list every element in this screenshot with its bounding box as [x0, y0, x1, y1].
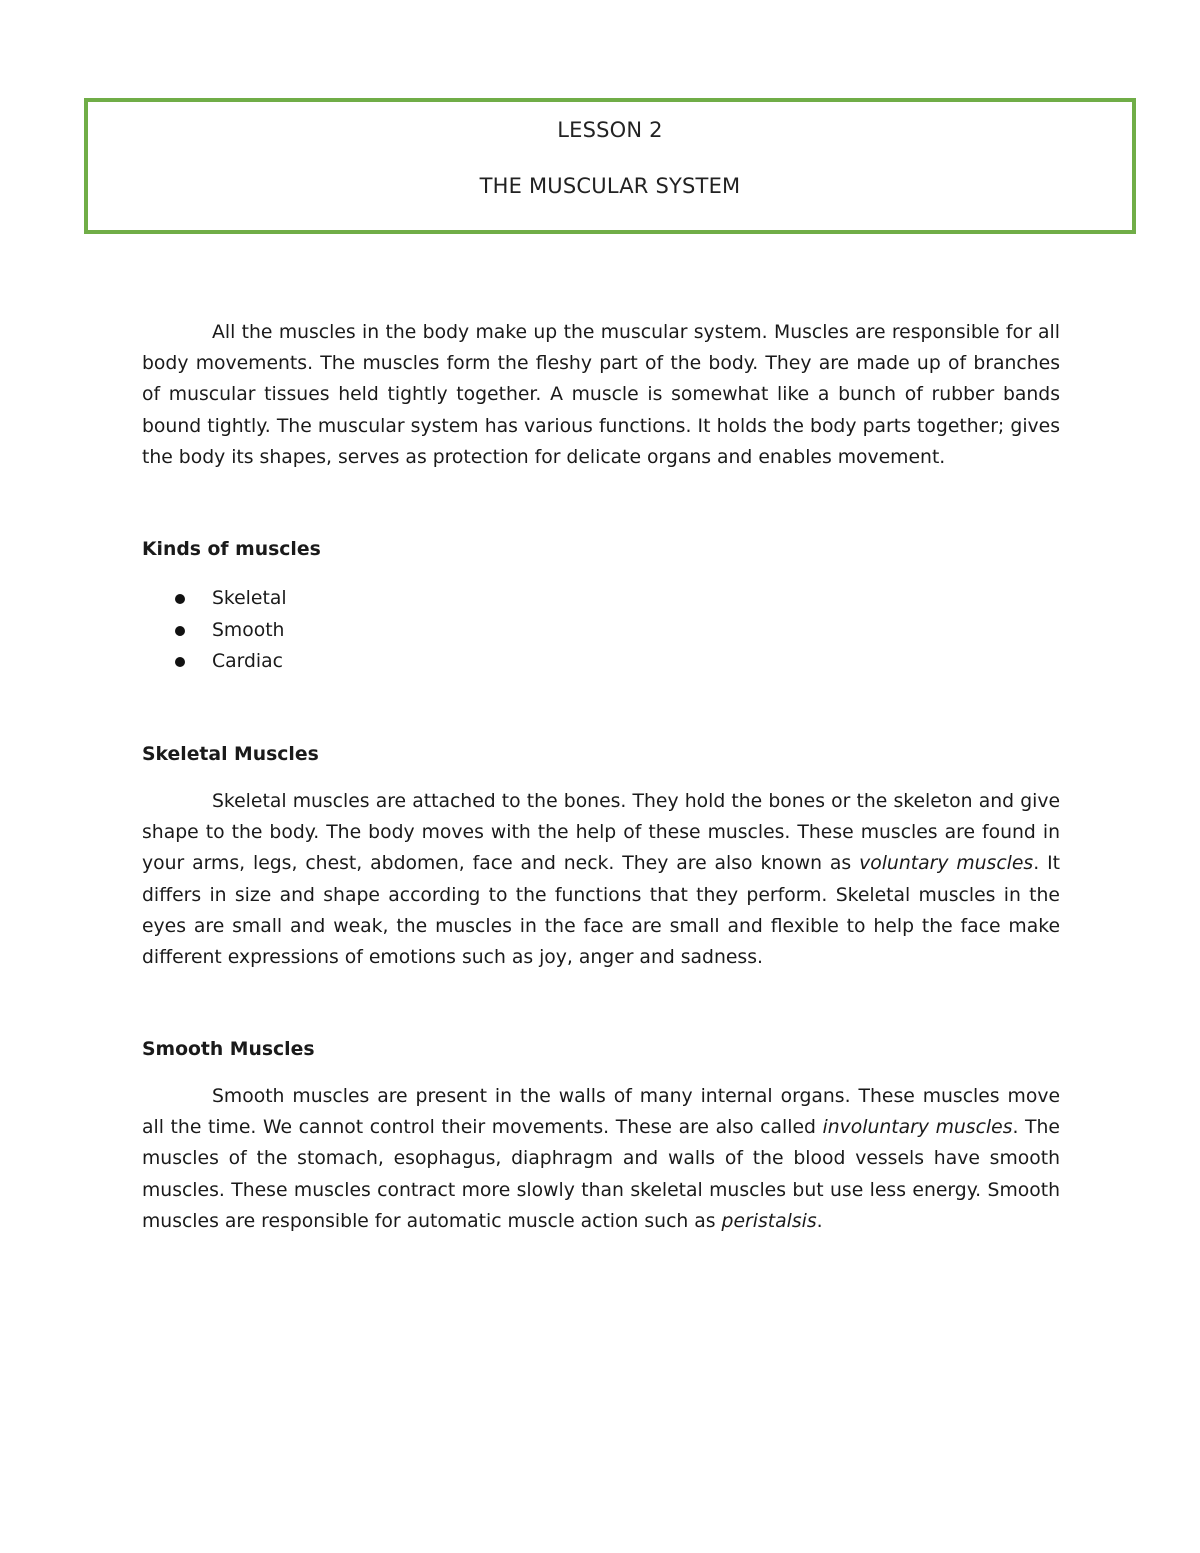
- list-item: [142, 583, 287, 615]
- smooth-text-2: . The muscles of the stomach, esophagus, diaphragm and walls of the blood vessels have smooth muscles. These muscles contract more slowly than skeletal muscles but use less energy. Smooth muscles are responsible for automatic muscle action such as: [142, 1117, 1060, 1232]
- bullet-icon: [175, 626, 185, 636]
- kinds-list: [142, 583, 287, 678]
- list-item-label: Smooth: [212, 619, 285, 641]
- lesson-title: THE MUSCULAR SYSTEM: [479, 174, 741, 198]
- bullet-icon: [175, 594, 185, 604]
- skeletal-text-2: . It differs in size and shape according to the functions that they perform. Skeletal muscles in the eyes are small and weak, the muscles in the face are small and flexible to help the face make different expressions of emotions such as joy, anger and sadness.: [142, 853, 1060, 969]
- list-item-label: Skeletal: [212, 588, 287, 609]
- intro-section: [142, 317, 1060, 473]
- skeletal-text-1: Skeletal muscles are attached to the bones. They hold the bones or the skeleton and give shape to the body. The body moves with the help of these muscles. These muscles are found in your arms, legs, chest, abdomen, face and neck. They are also known as: [142, 791, 1060, 875]
- list-item-label: Cardiac: [212, 651, 283, 672]
- skeletal-section: [142, 786, 1060, 973]
- list-item: [142, 646, 287, 678]
- list-item: [142, 615, 287, 647]
- smooth-italic-term-2: peristalsis: [721, 1210, 817, 1232]
- skeletal-heading: Skeletal Muscles: [142, 744, 319, 765]
- smooth-text-1: Smooth muscles are present in the walls of many internal organs. These muscles move all the time. We cannot control their movements. These are also called: [142, 1086, 1060, 1139]
- bullet-icon: [175, 657, 185, 667]
- intro-paragraph: All the muscles in the body make up the muscular system. Muscles are responsible for all body movements. The muscles form the fleshy part of the body. They are made up of branches of muscular tissues held tightly together. A muscle is somewhat like a bunch of rubber bands bound tightly. The muscular system has various functions. It holds the body parts together; gives the body its shapes, serves as protection for delicate organs and enables movement.: [142, 322, 1060, 468]
- lesson-title-box: [84, 98, 1136, 234]
- skeletal-paragraph: [142, 786, 1060, 973]
- smooth-text-3: .: [816, 1210, 823, 1232]
- smooth-section: [142, 1081, 1060, 1237]
- smooth-italic-term-1: involuntary muscles: [822, 1117, 1013, 1139]
- smooth-paragraph: [142, 1081, 1060, 1237]
- kinds-heading: Kinds of muscles: [142, 539, 321, 560]
- smooth-heading: Smooth Muscles: [142, 1039, 315, 1060]
- lesson-number: LESSON 2: [557, 118, 663, 142]
- skeletal-italic-term: voluntary muscles: [859, 853, 1034, 875]
